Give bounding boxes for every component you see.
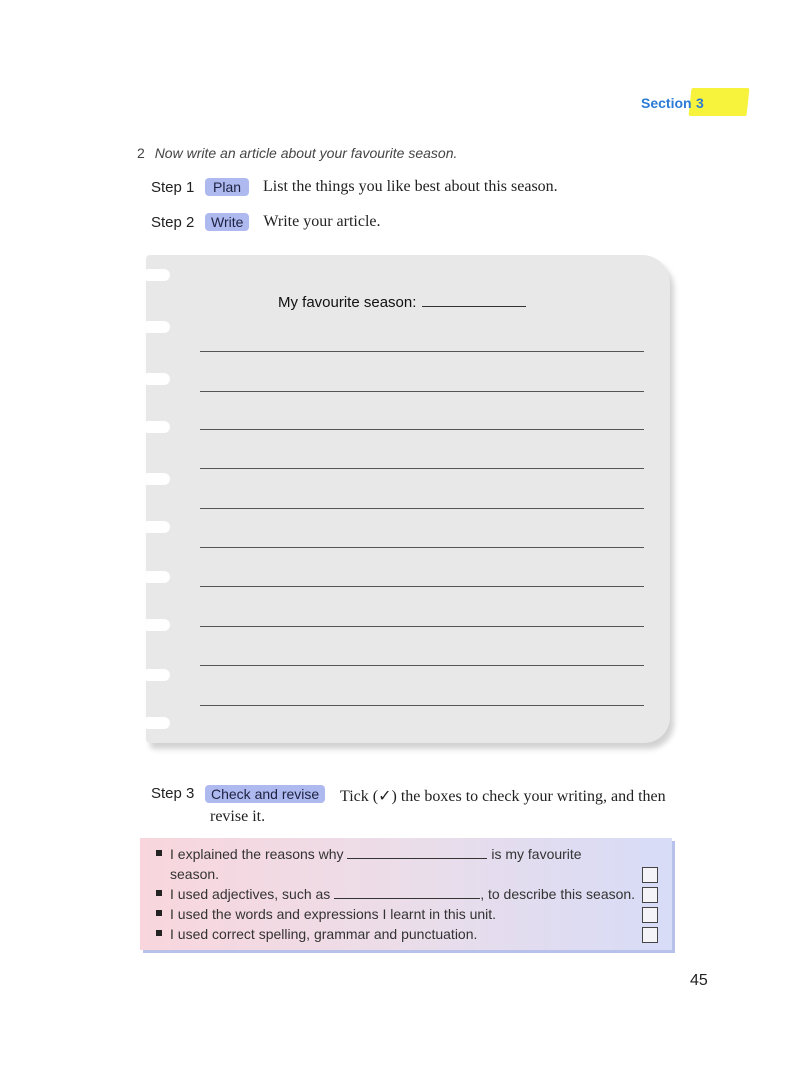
checklist-text: I explained the reasons why — [170, 846, 344, 862]
binder-hole — [142, 269, 170, 281]
writing-line[interactable] — [200, 391, 644, 392]
binder-hole — [142, 321, 170, 333]
binder-hole — [142, 571, 170, 583]
section-tag — [636, 86, 750, 116]
bullet-icon — [156, 890, 162, 896]
checklist-text: , to describe this season. — [480, 886, 636, 902]
step-badge-check-revise: Check and revise — [205, 785, 325, 803]
binder-hole — [142, 373, 170, 385]
step-description: Tick (✓) the boxes to check your writing, and then revise it. — [210, 788, 666, 825]
task-text: Now write an article about your favourite season. — [154, 145, 458, 161]
bullet-icon — [156, 910, 162, 916]
section-number: 3 — [696, 95, 704, 111]
checkbox[interactable] — [642, 927, 658, 943]
step-1 — [151, 178, 558, 196]
step-label: Step 1 — [151, 178, 195, 196]
step-badge-write: Write — [205, 213, 249, 231]
writing-line[interactable] — [200, 508, 644, 509]
bullet-icon — [156, 930, 162, 936]
binder-hole — [142, 619, 170, 631]
step-description: Write your article. — [263, 213, 381, 230]
writing-line[interactable] — [200, 429, 644, 430]
answer-blank[interactable] — [334, 885, 480, 899]
step-2 — [151, 213, 381, 231]
notebook-title-text: My favourite season: — [278, 294, 417, 311]
notebook-page — [146, 255, 670, 743]
checklist-item — [156, 844, 636, 884]
checkbox[interactable] — [642, 887, 658, 903]
binder-hole — [142, 421, 170, 433]
step-description: List the things you like best about this season. — [263, 178, 558, 195]
notebook-title — [278, 292, 526, 311]
checklist-text: I used adjectives, such as — [170, 886, 331, 902]
binder-hole — [142, 473, 170, 485]
checklist-text: I used the words and expressions I learnt in this unit. — [170, 906, 497, 922]
checkbox[interactable] — [642, 867, 658, 883]
task-instruction — [137, 145, 457, 161]
checklist-text: is my favourite — [491, 846, 582, 862]
writing-line[interactable] — [200, 547, 644, 548]
checklist-panel — [140, 838, 672, 950]
step-label: Step 2 — [151, 213, 195, 231]
page-number: 45 — [690, 972, 708, 989]
checkbox[interactable] — [642, 907, 658, 923]
step-badge-plan: Plan — [205, 178, 249, 196]
step-label: Step 3 — [151, 785, 195, 802]
section-label: Section — [641, 95, 692, 111]
checklist-item — [156, 924, 477, 944]
checklist-text: I used correct spelling, grammar and punctuation. — [170, 926, 478, 942]
season-blank[interactable] — [422, 292, 526, 307]
binder-hole — [142, 521, 170, 533]
answer-blank[interactable] — [347, 845, 487, 859]
binder-hole — [142, 669, 170, 681]
writing-line[interactable] — [200, 586, 644, 587]
bullet-icon — [156, 850, 162, 856]
checklist-item — [156, 884, 635, 904]
writing-line[interactable] — [200, 351, 644, 352]
checklist-item — [156, 904, 496, 924]
writing-line[interactable] — [200, 468, 644, 469]
checklist-text: season. — [170, 866, 220, 882]
writing-line[interactable] — [200, 626, 644, 627]
writing-line[interactable] — [200, 665, 644, 666]
task-number: 2 — [137, 145, 145, 161]
binder-hole — [142, 717, 170, 729]
writing-line[interactable] — [200, 705, 644, 706]
